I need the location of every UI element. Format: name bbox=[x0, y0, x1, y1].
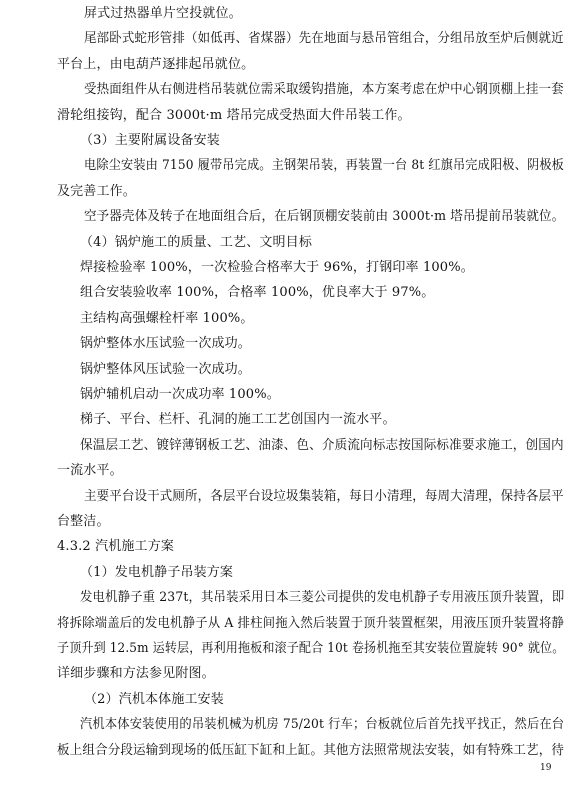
text-line: 电除尘安装由 7150 履带吊完成。主钢架吊装，再装置一台 8t 红旗吊完成阳极、阴极板 bbox=[84, 158, 564, 174]
text-line: 焊接检验率 100%，一次检验合格率大于 96%，打钢印率 100%。 bbox=[80, 260, 474, 275]
text-line: 滑轮组接钩，配合 3000t·m 塔吊完成受热面大件吊装工作。 bbox=[57, 107, 411, 123]
page-number: 19 bbox=[540, 763, 552, 773]
section-heading: （4）锅炉施工的质量、工艺、文明目标 bbox=[80, 234, 312, 250]
text-line: 主结构高强螺栓杆率 100%。 bbox=[80, 310, 254, 326]
text-line: 详细步骤和方法参见附图。 bbox=[57, 666, 215, 682]
text-line: 屏式过热器单片空投就位。 bbox=[84, 6, 242, 21]
text-line: 平台上，由电葫芦逐排起吊就位。 bbox=[57, 56, 255, 72]
text-line: 梯子、平台、栏杆、孔洞的施工工艺创国内一流水平。 bbox=[80, 412, 396, 428]
text-line: 汽机本体安装使用的吊装机械为机房 75/20t 行车；台板就位后首先找平找正，然后在台 bbox=[80, 717, 565, 733]
section-heading: （3）主要附属设备安装 bbox=[80, 133, 220, 148]
section-heading: （1）发电机静子吊装方案 bbox=[80, 564, 234, 580]
text-line: 台整洁。 bbox=[57, 514, 110, 529]
text-line: 保温层工艺、镀锌薄钢板工艺、油漆、色、介质流向标志按国际标准要求施工，创国内 bbox=[80, 437, 564, 453]
text-line: 将拆除端盖后的发电机静子从 A 排柱间拖入然后装置于顶升装置框架，用液压顶升装置将静 bbox=[57, 615, 565, 631]
section-heading: 4.3.2 汽机施工方案 bbox=[57, 539, 175, 555]
text-line: 发电机静子重 237t，其吊装采用日本三菱公司提供的发电机静子专用液压顶升装置，即 bbox=[80, 590, 565, 606]
text-line: 组合安装验收率 100%，合格率 100%，优良率大于 97%。 bbox=[80, 285, 435, 301]
text-line: 锅炉辅机启动一次成功率 100%。 bbox=[80, 387, 280, 402]
text-line: 空予器壳体及转子在地面组合后，在后钢顶棚安装前由 3000t·m 塔吊提前吊装就位。 bbox=[84, 209, 565, 225]
text-line: 锅炉整体水压试验一次成功。 bbox=[80, 336, 251, 352]
text-line: 尾部卧式蛇形管排（如低再、省煤器）先在地面与悬吊管组合，分组吊放至炉后侧就近 bbox=[84, 31, 564, 47]
text-line: 主要平台设干式厕所，各层平台设垃圾集装箱，每日小清理，每周大清理，保持各层平 bbox=[84, 488, 564, 504]
text-line: 板上组合分段运输到现场的低压缸下缸和上缸。其他方法照常规法安装，如有特殊工艺，待 bbox=[57, 742, 565, 758]
text-line: 子顶升到 12.5m 运转层，再利用拖板和滚子配合 10t 卷扬机拖至其安装位置旋转 90° 就位。 bbox=[57, 641, 565, 656]
text-line: 锅炉整体风压试验一次成功。 bbox=[80, 361, 251, 377]
text-line: 受热面组件从右侧进档吊装就位需采取缓钩措施，本方案考虑在炉中心钢顶棚上挂一套 bbox=[84, 82, 564, 98]
text-line: 一流水平。 bbox=[57, 463, 123, 479]
text-line: 及完善工作。 bbox=[57, 183, 136, 199]
section-heading: （2）汽机本体施工安装 bbox=[84, 691, 224, 707]
